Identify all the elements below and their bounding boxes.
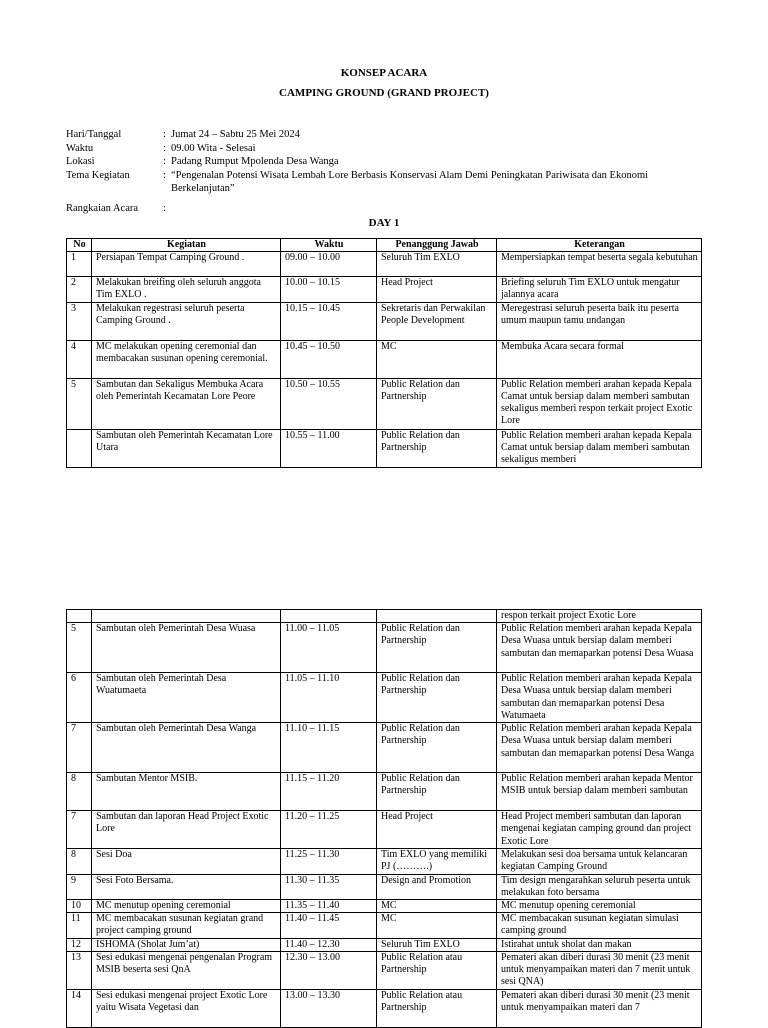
cell-pj — [377, 610, 497, 623]
cell-no: 14 — [67, 989, 92, 1027]
cell-kegiatan: Sambutan oleh Pemerintah Desa Wuasa — [92, 623, 281, 673]
cell-ket: Public Relation memberi arahan kepada Kepala Desa Wuasa untuk bersiap dalam memberi sambutan dan memaparkan potensi Desa Wuasa — [497, 623, 702, 673]
cell-pj: Design and Promotion — [377, 874, 497, 899]
cell-kegiatan: Persiapan Tempat Camping Ground . — [92, 252, 281, 277]
table-row — [67, 773, 702, 811]
cell-ket: Public Relation memberi arahan kepada Kepala Desa Wuasa untuk bersiap dalam memberi sambutan dan memaparkan potensi Desa Wanga — [497, 723, 702, 773]
table-row — [67, 610, 702, 623]
table-header-row — [67, 239, 702, 252]
info-row — [66, 155, 706, 169]
cell-kegiatan: Melakukan regestrasi seluruh peserta Camping Ground . — [92, 302, 281, 340]
info-colon: : — [163, 142, 166, 154]
cell-ket: Head Project memberi sambutan dan laporan mengenai kegiatan camping ground dan project Exotic Lore — [497, 811, 702, 849]
cell-kegiatan: Sambutan oleh Pemerintah Kecamatan Lore Utara — [92, 429, 281, 467]
table-row — [67, 340, 702, 378]
document-title: KONSEP ACARA — [340, 67, 428, 79]
info-value: “Pengenalan Potensi Wisata Lembah Lore Berbasis Konservasi Alam Demi Peningkatan Pariwisata dan Ekonomi Berkelanjutan” — [171, 169, 649, 194]
cell-kegiatan: MC menutup opening ceremonial — [92, 900, 281, 913]
cell-kegiatan: MC membacakan susunan kegiatan grand project camping ground — [92, 913, 281, 938]
cell-no: 9 — [67, 874, 92, 899]
info-label: Tema Kegiatan — [66, 169, 130, 181]
cell-pj: Public Relation atau Partnership — [377, 989, 497, 1027]
cell-pj: Sekretaris dan Perwakilan People Development — [377, 302, 497, 340]
table-row — [67, 900, 702, 913]
table-row — [67, 378, 702, 429]
cell-kegiatan: Sambutan Mentor MSIB. — [92, 773, 281, 811]
cell-pj: Public Relation dan Partnership — [377, 429, 497, 467]
cell-waktu: 13.00 – 13.30 — [281, 989, 377, 1027]
table-row — [67, 913, 702, 938]
cell-waktu: 10.00 – 10.15 — [281, 277, 377, 302]
cell-waktu: 10.55 – 11.00 — [281, 429, 377, 467]
cell-kegiatan: MC melakukan opening ceremonial dan membacakan susunan opening ceremonial. — [92, 340, 281, 378]
cell-no: 6 — [67, 673, 92, 723]
cell-no: 11 — [67, 913, 92, 938]
info-label: Hari/Tanggal — [66, 129, 122, 140]
cell-kegiatan: Melakukan breifing oleh seluruh anggota Tim EXLO . — [92, 277, 281, 302]
info-label: Rangkaian Acara — [66, 202, 139, 214]
cell-pj: Head Project — [377, 277, 497, 302]
info-value — [171, 202, 706, 216]
cell-ket: Public Relation memberi arahan kepada Mentor MSIB untuk bersiap dalam memberi sambutan — [497, 773, 702, 811]
table-row — [67, 849, 702, 874]
cell-waktu: 11.25 – 11.30 — [281, 849, 377, 874]
cell-ket: MC membacakan susunan kegiatan simulasi camping ground — [497, 913, 702, 938]
header-kegiatan: Kegiatan — [92, 239, 281, 252]
cell-no: 3 — [67, 302, 92, 340]
cell-ket: Public Relation memberi arahan kepada Kepala Camat untuk bersiap dalam memberi sambutan sekaligus memberi respon terkait project Exotic Lore — [497, 378, 702, 429]
table-row — [67, 623, 702, 673]
table-row — [67, 277, 702, 302]
cell-ket: Public Relation memberi arahan kepada Kepala Camat untuk bersiap dalam memberi sambutan sekaligus memberi — [497, 429, 702, 467]
cell-ket: Public Relation memberi arahan kepada Kepala Desa Wuasa untuk bersiap dalam memberi sambutan dan memaparkan potensi Desa Watumaeta — [497, 673, 702, 723]
cell-pj: Public Relation dan Partnership — [377, 673, 497, 723]
cell-waktu: 11.05 – 11.10 — [281, 673, 377, 723]
cell-ket: Pemateri akan diberi durasi 30 menit (23 menit untuk menyampaikan materi dan 7 menit untuk sesi QNA) — [497, 951, 702, 989]
table-row — [67, 811, 702, 849]
info-value: 09.00 Wita - Selesai — [171, 142, 256, 154]
header-no: No — [67, 239, 92, 252]
cell-no: 13 — [67, 951, 92, 989]
cell-ket: respon terkait project Exotic Lore — [497, 610, 702, 623]
table-row — [67, 252, 702, 277]
cell-pj: Head Project — [377, 811, 497, 849]
table-row — [67, 951, 702, 989]
cell-no — [67, 429, 92, 467]
cell-waktu: 11.15 – 11.20 — [281, 773, 377, 811]
cell-pj: Public Relation dan Partnership — [377, 378, 497, 429]
table-row — [67, 302, 702, 340]
cell-waktu: 11.35 – 11.40 — [281, 900, 377, 913]
info-row — [66, 202, 706, 216]
cell-kegiatan: Sambutan dan Sekaligus Membuka Acara oleh Pemerintah Kecamatan Lore Peore — [92, 378, 281, 429]
cell-waktu: 10.45 – 10.50 — [281, 340, 377, 378]
info-colon: : — [163, 169, 166, 181]
cell-no: 7 — [67, 811, 92, 849]
info-colon: : — [163, 202, 166, 214]
schedule-table-1 — [66, 238, 702, 468]
cell-ket: MC menutup opening ceremonial — [497, 900, 702, 913]
cell-pj: MC — [377, 913, 497, 938]
cell-waktu: 11.20 – 11.25 — [281, 811, 377, 849]
info-colon: : — [163, 129, 166, 140]
cell-waktu: 11.40 – 12.30 — [281, 938, 377, 951]
header-penanggung-jawab: Penanggung Jawab — [377, 239, 497, 252]
cell-ket: Melakukan sesi doa bersama untuk kelancaran kegiatan Camping Ground — [497, 849, 702, 874]
info-label: Lokasi — [66, 156, 95, 167]
cell-ket: Briefing seluruh Tim EXLO untuk mengatur jalannya acara — [497, 277, 702, 302]
cell-no: 12 — [67, 938, 92, 951]
cell-waktu: 10.15 – 10.45 — [281, 302, 377, 340]
cell-kegiatan: Sambutan dan laporan Head Project Exotic Lore — [92, 811, 281, 849]
cell-pj: Public Relation dan Partnership — [377, 723, 497, 773]
cell-no — [67, 610, 92, 623]
cell-kegiatan: Sesi edukasi mengenai project Exotic Lore yaitu Wisata Vegetasi dan — [92, 989, 281, 1027]
cell-pj: Public Relation dan Partnership — [377, 773, 497, 811]
schedule-table-2 — [66, 609, 702, 1028]
cell-waktu: 09.00 – 10.00 — [281, 252, 377, 277]
cell-ket: Membuka Acara secara formal — [497, 340, 702, 378]
cell-no: 8 — [67, 849, 92, 874]
cell-kegiatan: Sambutan oleh Pemerintah Desa Wuatumaeta — [92, 673, 281, 723]
cell-ket: Meregestrasi seluruh peserta baik itu peserta umum maupun tamu undangan — [497, 302, 702, 340]
info-colon: : — [163, 156, 166, 167]
cell-kegiatan: Sesi edukasi mengenai pengenalan Program MSIB beserta sesi QnA — [92, 951, 281, 989]
cell-waktu: 11.00 – 11.05 — [281, 623, 377, 673]
info-row — [66, 169, 706, 196]
cell-waktu: 11.10 – 11.15 — [281, 723, 377, 773]
info-row — [66, 142, 706, 156]
info-row — [66, 128, 706, 142]
cell-no: 10 — [67, 900, 92, 913]
cell-waktu: 12.30 – 13.00 — [281, 951, 377, 989]
cell-ket: Mempersiapkan tempat beserta segala kebutuhan — [497, 252, 702, 277]
cell-pj: MC — [377, 340, 497, 378]
table-row — [67, 673, 702, 723]
cell-ket: Tim design mengarahkan seluruh peserta untuk melakukan foto bersama — [497, 874, 702, 899]
cell-pj: MC — [377, 900, 497, 913]
cell-no: 7 — [67, 723, 92, 773]
cell-pj: Seluruh Tim EXLO — [377, 938, 497, 951]
cell-no: 1 — [67, 252, 92, 277]
table-row — [67, 989, 702, 1027]
cell-waktu: 11.30 – 11.35 — [281, 874, 377, 899]
table-row — [67, 874, 702, 899]
cell-kegiatan — [92, 610, 281, 623]
event-info — [66, 128, 706, 215]
cell-no: 5 — [67, 378, 92, 429]
info-value: Jumat 24 – Sabtu 25 Mei 2024 — [171, 129, 300, 140]
cell-waktu — [281, 610, 377, 623]
cell-no: 5 — [67, 623, 92, 673]
cell-ket: Pemateri akan diberi durasi 30 menit (23 menit untuk menyampaikan materi dan 7 — [497, 989, 702, 1027]
header-waktu: Waktu — [281, 239, 377, 252]
cell-kegiatan: Sesi Doa — [92, 849, 281, 874]
cell-kegiatan: Sambutan oleh Pemerintah Desa Wanga — [92, 723, 281, 773]
cell-no: 8 — [67, 773, 92, 811]
info-value: Padang Rumput Mpolenda Desa Wanga — [171, 156, 339, 167]
cell-no: 2 — [67, 277, 92, 302]
info-label: Waktu — [66, 142, 94, 154]
cell-pj: Public Relation dan Partnership — [377, 623, 497, 673]
table-row — [67, 429, 702, 467]
day-label: DAY 1 — [368, 217, 400, 229]
table-row — [67, 723, 702, 773]
cell-waktu: 11.40 – 11.45 — [281, 913, 377, 938]
header-keterangan: Keterangan — [497, 239, 702, 252]
cell-kegiatan: Sesi Foto Bersama. — [92, 874, 281, 899]
cell-waktu: 10.50 – 10.55 — [281, 378, 377, 429]
document-subtitle: CAMPING GROUND (GRAND PROJECT) — [279, 87, 489, 99]
table-row — [67, 938, 702, 951]
cell-pj: Seluruh Tim EXLO — [377, 252, 497, 277]
cell-kegiatan: ISHOMA (Sholat Jum’at) — [92, 938, 281, 951]
cell-ket: Istirahat untuk sholat dan makan — [497, 938, 702, 951]
cell-no: 4 — [67, 340, 92, 378]
cell-pj: Tim EXLO yang memiliki PJ (……….) — [377, 849, 497, 874]
cell-pj: Public Relation atau Partnership — [377, 951, 497, 989]
